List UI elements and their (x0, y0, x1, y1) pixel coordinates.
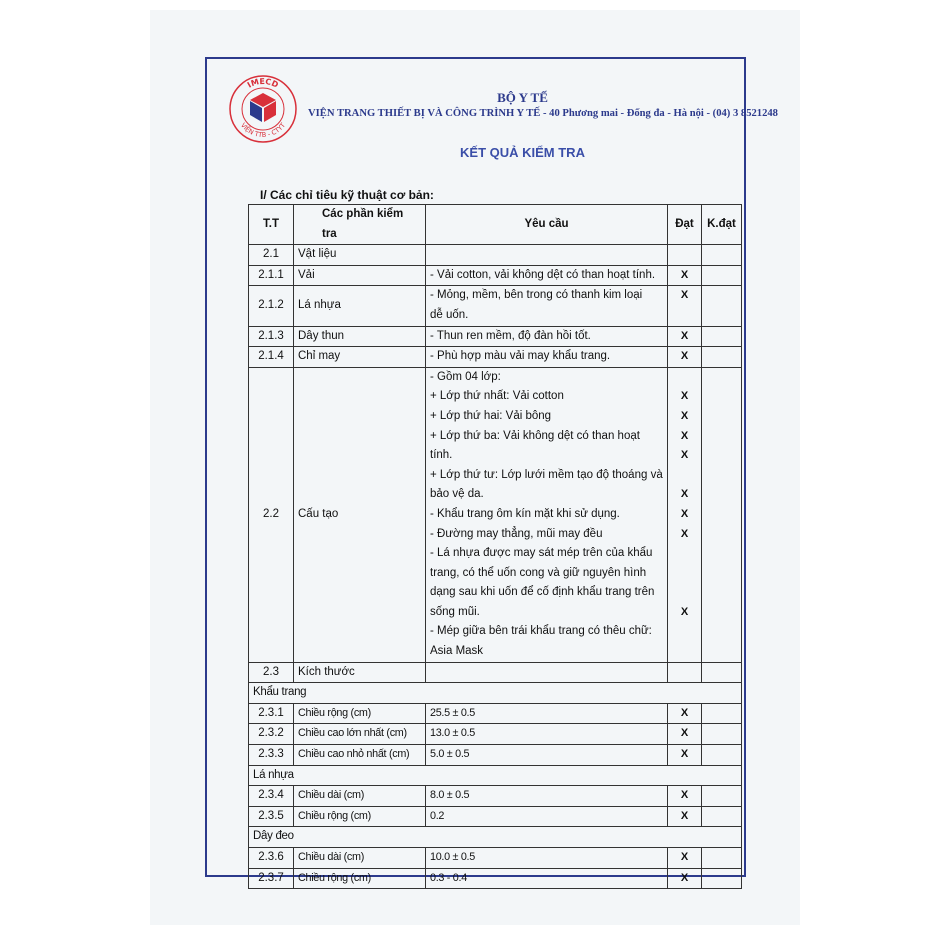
row-tt: 2.2 (249, 367, 294, 662)
pass-marks (668, 367, 702, 662)
requirement-line: + Lớp thứ nhất: Vải cotton (430, 390, 564, 403)
group-label-strap: Dây đeo (249, 827, 742, 848)
row-tt: 2.1 (249, 245, 294, 266)
requirement-line: - Gồm 04 lớp: (430, 370, 501, 383)
row-requirement: 0.3 - 0.4 (426, 868, 668, 889)
pass-mark (668, 544, 701, 564)
table-row (249, 347, 742, 368)
header-org (300, 90, 778, 119)
ministry-name: BỘ Y TẾ (497, 90, 548, 105)
pass-mark: X (680, 527, 689, 540)
row-tt: 2.1.1 (249, 265, 294, 286)
logo-ring-text: VIỆN TTB - CTYT (238, 121, 288, 140)
table-row (249, 724, 742, 745)
table-row (249, 245, 742, 266)
row-part: Dây thun (294, 326, 426, 347)
imecd-logo (228, 74, 298, 144)
requirement-line: + Lớp thứ tư: Lớp lưới mềm tạo độ thoáng và (430, 468, 663, 481)
row-tt: 2.3.2 (249, 724, 294, 745)
requirement-line: + Lớp thứ hai: Vải bông (430, 409, 552, 422)
row-requirement: 8.0 ± 0.5 (426, 786, 668, 807)
row-tt: 2.3.1 (249, 703, 294, 724)
table-row (249, 265, 742, 286)
row-part: Vải (294, 265, 426, 286)
row-part: Lá nhựa (294, 286, 426, 326)
row-requirement: - Vải cotton, vải không dệt có than hoạt tính. (426, 265, 668, 286)
group-label-plastic: Lá nhựa (249, 765, 742, 786)
row-tt: 2.3.6 (249, 848, 294, 869)
group-row (249, 765, 742, 786)
col-header-fail: K.đạt (702, 205, 742, 245)
requirement-line: Asia Mask (430, 645, 484, 658)
pass-mark: X (668, 265, 702, 286)
row-requirement: - Phù hợp màu vải may khẩu trang. (426, 347, 668, 368)
pass-mark (668, 583, 701, 603)
requirement-line: - Đường may thẳng, mũi may đều (430, 527, 603, 540)
row-part: Chiều rộng (cm) (294, 703, 426, 724)
pass-mark: X (668, 868, 702, 889)
row-part: Chỉ may (294, 347, 426, 368)
table-row (249, 367, 742, 662)
row-requirement: - Thun ren mềm, độ đàn hồi tốt. (426, 326, 668, 347)
pass-mark: X (680, 390, 689, 403)
table-row (249, 286, 742, 326)
requirement-line: sống mũi. (430, 605, 480, 618)
row-tt: 2.3.5 (249, 806, 294, 827)
table-row (249, 868, 742, 889)
pass-mark: X (668, 326, 702, 347)
inspection-table (248, 204, 742, 889)
pass-mark: X (668, 806, 702, 827)
pass-mark: X (668, 848, 702, 869)
row-part: Kích thước (294, 662, 426, 683)
row-requirement: 5.0 ± 0.5 (426, 745, 668, 766)
requirement-line: - Mép giữa bên trái khẩu trang có thêu chữ: (430, 625, 652, 638)
requirement-line: bảo vệ da. (430, 488, 484, 501)
row-requirement: 25.5 ± 0.5 (426, 703, 668, 724)
pass-mark: X (668, 703, 702, 724)
pass-mark (668, 564, 701, 584)
col-header-pass: Đạt (668, 205, 702, 245)
pass-mark: X (680, 605, 689, 618)
table-row (249, 326, 742, 347)
institute-name: VIỆN TRANG THIẾT BỊ VÀ CÔNG TRÌNH Y TẾ - 40 Phương mai - Đống đa - Hà nội - (04) 3 8521248 (308, 108, 778, 119)
table-row (249, 806, 742, 827)
col-header-requirement: Yêu cầu (426, 205, 668, 245)
row-part: Chiều rộng (cm) (294, 806, 426, 827)
row-part: Chiều dài (cm) (294, 786, 426, 807)
pass-mark: X (668, 745, 702, 766)
pass-mark: X (680, 429, 689, 442)
requirement-line: dạng sau khi uốn để cố định khẩu trang trên (430, 586, 655, 599)
table-header-row (249, 205, 742, 245)
requirement-line: trang, có thể uốn cong và giữ nguyên hình (430, 566, 647, 579)
requirement-line: dễ uốn. (430, 308, 469, 321)
pass-mark: X (680, 488, 689, 501)
row-part: Chiều dài (cm) (294, 848, 426, 869)
requirement-line: - Lá nhựa được may sát mép trên của khẩu (430, 547, 653, 560)
row-tt: 2.3.4 (249, 786, 294, 807)
logo-text: IMECD (245, 76, 280, 90)
pass-mark (668, 466, 701, 486)
requirement-line: - Mỏng, mềm, bên trong có thanh kim loại (430, 289, 643, 302)
pass-mark (668, 622, 701, 642)
col-header-tt: T.T (249, 205, 294, 245)
pass-mark: X (680, 507, 689, 520)
row-requirement: 10.0 ± 0.5 (426, 848, 668, 869)
section-heading: I/ Các chỉ tiêu kỹ thuật cơ bản: (260, 188, 434, 202)
pass-mark: X (668, 786, 702, 807)
col-header-part: Các phần kiểm tra (294, 205, 426, 245)
row-tt: 2.3.7 (249, 868, 294, 889)
row-tt: 2.3 (249, 662, 294, 683)
group-row (249, 827, 742, 848)
row-requirement: 0.2 (426, 806, 668, 827)
table-row (249, 848, 742, 869)
pass-mark: X (680, 409, 689, 422)
row-requirement (426, 286, 668, 326)
group-label-mask: Khẩu trang (249, 683, 742, 704)
table-row (249, 745, 742, 766)
document-title: KẾT QUẢ KIỂM TRA (460, 145, 585, 160)
table-row (249, 786, 742, 807)
pass-mark: X (668, 724, 702, 745)
row-tt: 2.1.4 (249, 347, 294, 368)
requirement-line: + Lớp thứ ba: Vải không dệt có than hoạt tính. (430, 429, 640, 462)
pass-mark (668, 368, 701, 388)
row-tt: 2.1.2 (249, 286, 294, 326)
row-part: Cấu tạo (294, 367, 426, 662)
row-requirement: 13.0 ± 0.5 (426, 724, 668, 745)
row-tt: 2.3.3 (249, 745, 294, 766)
requirement-line: - Khẩu trang ôm kín mặt khi sử dụng. (430, 507, 620, 520)
table-row (249, 662, 742, 683)
pass-mark: X (668, 347, 702, 368)
pass-mark: X (680, 449, 689, 462)
row-part: Chiều cao lớn nhất (cm) (294, 724, 426, 745)
group-row (249, 683, 742, 704)
row-requirement (426, 367, 668, 662)
table-row (249, 703, 742, 724)
pass-mark: X (668, 286, 702, 326)
row-part: Vật liệu (294, 245, 426, 266)
row-part: Chiều rộng (cm) (294, 868, 426, 889)
row-tt: 2.1.3 (249, 326, 294, 347)
row-part: Chiều cao nhỏ nhất (cm) (294, 745, 426, 766)
